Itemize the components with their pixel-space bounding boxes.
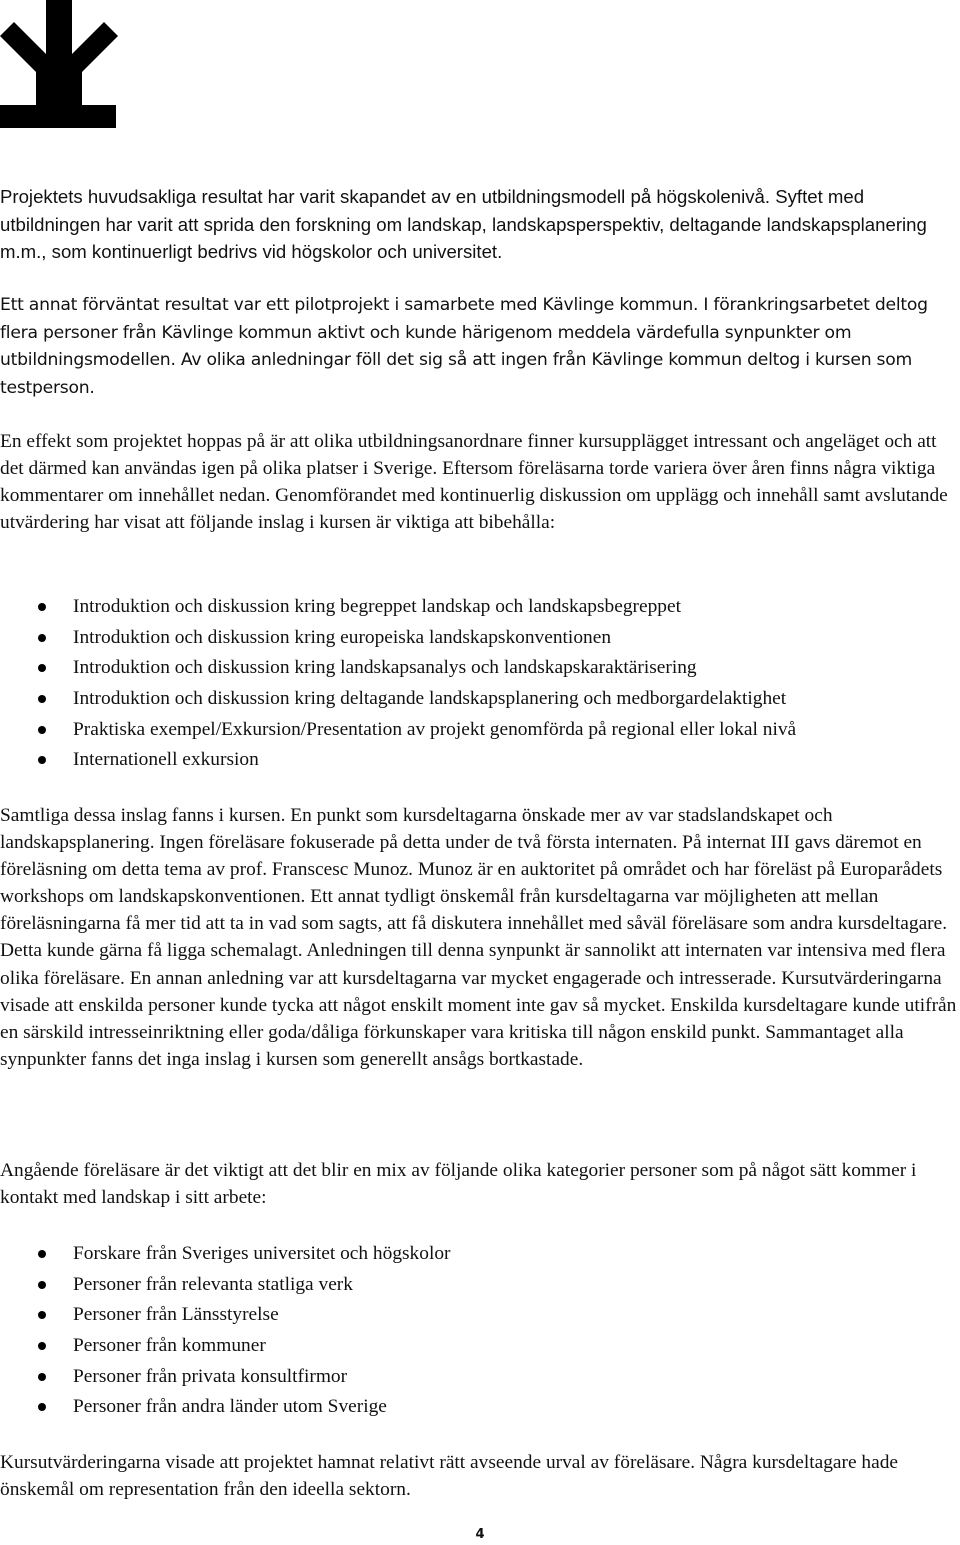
bullet-icon — [38, 695, 46, 703]
list-item — [0, 1300, 958, 1331]
paragraph-effect: En effekt som projektet hoppas på är att olika utbildningsanordnare finner kursupplägget intressant och angeläget och att det därmed kan användas igen på olika platser i Sverige. Eftersom föreläsarna torde variera över åren finns några viktiga kommentarer om innehållet nedan. Genomförandet med kontinuerlig diskussion om upplägg och innehåll samt avslutande utvärdering har visat att följande inslag i kursen är viktiga att bibehålla: — [0, 431, 948, 534]
course-elements-list — [0, 592, 958, 776]
list-item-text: Personer från privata konsultfirmor — [73, 1365, 348, 1387]
list-item — [0, 1239, 958, 1270]
list-item-text: Personer från Länsstyrelse — [73, 1304, 279, 1326]
list-item-text: Internationell exkursion — [73, 749, 259, 771]
paragraph-lecturers: Angående föreläsare är det viktigt att det blir en mix av följande olika kategorier personer som på något sätt kommer i kontakt med landskap i sitt arbete: — [0, 1160, 917, 1209]
list-item — [0, 592, 958, 623]
paragraph-results: Projektets huvudsakliga resultat har varit skapandet av en utbildningsmodell på högskolenivå. Syftet med utbildningen har varit att sprida den forskning om landskap, landskapsperspektiv, deltagande landskapsplanering m.m., som kontinuerligt bedrivs vid högskolor och universitet. — [0, 186, 927, 263]
bullet-icon — [38, 1403, 46, 1411]
list-item-text: Introduktion och diskussion kring landskapsanalys och landskapskaraktärisering — [73, 657, 697, 679]
list-item — [0, 715, 958, 746]
list-item — [0, 623, 958, 654]
list-item-text: Personer från relevanta statliga verk — [73, 1273, 353, 1295]
bullet-icon — [38, 1342, 46, 1350]
bullet-icon — [38, 634, 46, 642]
list-item — [0, 684, 958, 715]
arrow-logo-icon — [0, 0, 118, 128]
bullet-icon — [38, 1281, 46, 1289]
list-item — [0, 1392, 958, 1423]
bullet-icon — [38, 726, 46, 734]
bullet-icon — [38, 1250, 46, 1258]
list-item — [0, 1331, 958, 1362]
bullet-icon — [38, 603, 46, 611]
paragraph-course-feedback: Samtliga dessa inslag fanns i kursen. En punkt som kursdeltagarna önskade mer av var stadslandskapet och landskapsplanering. Ingen föreläsare fokuserade på detta under de två första internaten. På internat III gavs däremot en föreläsning om detta tema av prof. Franscesc Munoz. Munoz är en auktoritet på området och har föreläst på Europarådets workshops om landskapskonventionen. Ett annat tydligt önskemål från kursdeltagarna var möjligheten att mellan föreläsningarna få mer tid att ta in vad som sagts, att få diskutera innehållet med såväl föreläsare som andra kursdeltagare. Detta kunde gärna få ligga schemalagt. Anledningen till denna synpunkt är sannolikt att internaten var intensiva med flera olika föreläsare. En annan anledning var att kursdeltagarna var mycket engagerade och intresserade. Kursutvärderingarna visade att enskilda personer kunde tycka att något enskilt moment inte gav så mycket. Enskilda kursdeltagare kunde utifrån en särskild intresseinriktning eller goda/dåliga förkunskaper vara kritiska till någon enskild punkt. Sammantaget alla synpunkter fanns det inga inslag i kursen som generellt ansågs bortkastade. — [0, 805, 957, 1070]
list-item-text: Introduktion och diskussion kring begreppet landskap och landskapsbegreppet — [73, 596, 681, 617]
bullet-icon — [38, 1373, 46, 1381]
list-item-text: Praktiska exempel/Exkursion/Presentation av projekt genomförda på regional eller lokal nivå — [73, 718, 797, 740]
list-item-text: Introduktion och diskussion kring deltagande landskapsplanering och medborgardelaktighet — [73, 688, 787, 710]
list-item-text: Introduktion och diskussion kring europeiska landskapskonventionen — [73, 626, 612, 648]
list-item-text: Forskare från Sveriges universitet och högskolor — [73, 1243, 451, 1264]
list-item — [0, 1270, 958, 1301]
list-item-text: Personer från kommuner — [73, 1335, 266, 1357]
bullet-icon — [38, 664, 46, 672]
paragraph-pilot-project: Ett annat förväntat resultat var ett pilotprojekt i samarbete med Kävlinge kommun. I förankringsarbetet deltog flera personer från Kävlinge kommun aktivt och kunde härigenom meddela värdefulla synpunkter om utbildningsmodellen. Av olika anledningar föll det sig så att ingen från Kävlinge kommun deltog i kursen som testperson. — [0, 295, 928, 398]
page-number: 4 — [475, 1527, 485, 1542]
bullet-icon — [38, 756, 46, 764]
bullet-icon — [38, 1311, 46, 1319]
paragraph-evaluation: Kursutvärderingarna visade att projektet hamnat relativt rätt avseende urval av föreläsare. Några kursdeltagare hade önskemål om representation från den ideella sektorn. — [0, 1452, 899, 1501]
list-item-text: Personer från andra länder utom Sverige — [73, 1396, 387, 1418]
list-item — [0, 1362, 958, 1393]
lecturer-categories-list — [0, 1239, 958, 1423]
list-item — [0, 653, 958, 684]
list-item — [0, 745, 958, 776]
